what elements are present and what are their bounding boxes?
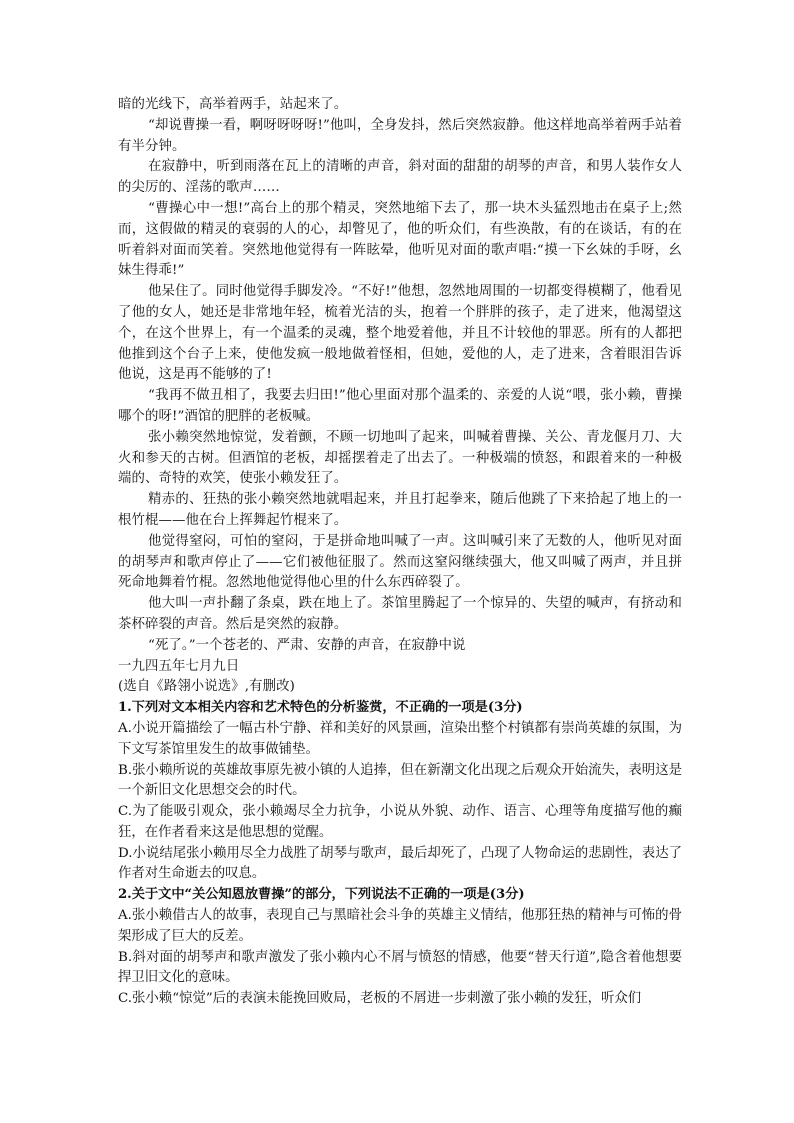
question-1-option-c: C.为了能吸引观众，张小赖竭尽全力抗争，小说从外貌、动作、语言、心理等角度描写他的癫狂，在作者看来这是他思想的觉醒。 bbox=[118, 804, 682, 840]
passage-paragraph-6: “我再不做丑相了，我要去归田!”他心里面对那个温柔的、亲爱的人说“喂，张小赖，曹操哪个的呀!”酒馆的肥胖的老板喊。 bbox=[118, 388, 682, 424]
question-2-option-b: B.斜对面的胡琴声和歌声激发了张小赖内心不屑与愤怒的情感，他要“替天行道”,隐含着他想要捍卫旧文化的意味。 bbox=[118, 949, 682, 986]
passage-paragraph-2: “却说曹操一看，啊呀呀呀呀!”他叫，全身发抖，然后突然寂静。他这样地高举着两手站着有半分钟。 bbox=[118, 117, 682, 154]
question-1-option-b: B.张小赖所说的英雄故事原先被小镇的人追捧，但在新潮文化出现之后观众开始流失，表明这是一个新旧文化思想交会的时代。 bbox=[118, 762, 682, 799]
passage-paragraph-3: 在寂静中，听到雨落在瓦上的清晰的声音，斜对面的甜甜的胡琴的声音，和男人装作女人的尖厉的、淫荡的歌声…… bbox=[118, 159, 682, 196]
question-2-option-a: A.张小赖借古人的故事，表现自己与黑暗社会斗争的英雄主义情结，他那狂热的精神与可怖的骨架形成了巨大的反差。 bbox=[118, 908, 682, 944]
question-1-option-a: A.小说开篇描绘了一幅古朴宁静、祥和美好的风景画，渲染出整个村镇都有崇尚英雄的氛围，为下文写茶馆里发生的故事做铺垫。 bbox=[118, 720, 682, 757]
question-1 bbox=[118, 698, 682, 885]
passage-date: 一九四五年七月九日 bbox=[118, 658, 240, 674]
question-1-stem: 1.下列对文本相关内容和艺术特色的分析鉴赏，不正确的一项是(3分) bbox=[118, 700, 523, 716]
passage-paragraph-10: 他大叫一声扑翻了条桌，跌在地上了。茶馆里腾起了一个惊异的、失望的喊声，有挤动和茶杯碎裂的声音。然后是突然的寂静。 bbox=[118, 596, 682, 632]
question-1-option-d: D.小说结尾张小赖用尽全力战胜了胡琴与歌声，最后却死了，凸现了人物命运的悲剧性，表达了作者对生命逝去的叹息。 bbox=[118, 845, 682, 882]
question-2 bbox=[118, 885, 682, 1010]
passage-paragraph-8: 精赤的、狂热的张小赖突然地就唱起来，并且打起拳来，随后他跳了下来拾起了地上的一根竹棍——他在台上挥舞起竹棍来了。 bbox=[118, 492, 682, 528]
passage-paragraph-7: 张小赖突然地惊觉，发着颤，不顾一切地叫了起来，叫喊着曹操、关公、青龙偃月刀、大火和参天的古树。但酒馆的老板，却摇摆着走了出去了。一种极端的愤怒，和跟着来的一种极端的、奇特的欢笑，使张小赖发狂了。 bbox=[118, 429, 682, 487]
question-2-stem: 2.关于文中“关公知恩放曹操”的部分，下列说法不正确的一项是(3分) bbox=[118, 887, 525, 903]
passage-paragraph-1: 暗的光线下，高举着两手，站起来了。 bbox=[118, 97, 348, 112]
passage-source: (选自《路翎小说选》,有删改) bbox=[118, 679, 295, 695]
passage bbox=[118, 95, 682, 698]
passage-paragraph-9: 他觉得窒闷，可怕的窒闷，于是拼命地叫喊了一声。这叫喊引来了无数的人，他听见对面的胡琴声和歌声停止了——它们被他征服了。然而这窒闷继续强大，他又叫喊了两声，并且拼死命地舞着竹棍。忽然地他觉得他心里的什么东西碎裂了。 bbox=[118, 533, 682, 591]
passage-paragraph-5: 他呆住了。同时他觉得手脚发冷。“不好!”他想，忽然地周围的一切都变得模糊了，他看见了他的女人，她还是非常地年轻，梳着光洁的头，抱着一个胖胖的孩子，走了进来，他渴望这个，在这个世界上，有一个温柔的灵魂，整个地爱着他，并且不计较他的罪恶。所有的人都把他推到这个台子上来，使他发疯一般地做着怪相，但她，爱他的人，走了进来，含着眼泪告诉他说，这是再不能够的了! bbox=[118, 284, 682, 383]
passage-paragraph-11: “死了。”一个苍老的、严肃、安静的声音，在寂静中说 bbox=[148, 637, 466, 653]
passage-paragraph-4: “曹操心中一想!”高台上的那个精灵，突然地缩下去了，那一块木头猛烈地击在桌子上;然而，这假做的精灵的衰弱的人的心，却瞥见了，他的听众们，有些涣散，有的在谈话，有的在听着斜对面而笑着。突然地他觉得有一阵眩晕，他听见对面的歌声唱:“摸一下幺妹的手呀，幺妹生得乖!” bbox=[118, 200, 682, 279]
question-2-option-c: C.张小赖“惊觉”后的表演未能挽回败局，老板的不屑进一步刺激了张小赖的发狂，听众们 bbox=[118, 991, 642, 1007]
